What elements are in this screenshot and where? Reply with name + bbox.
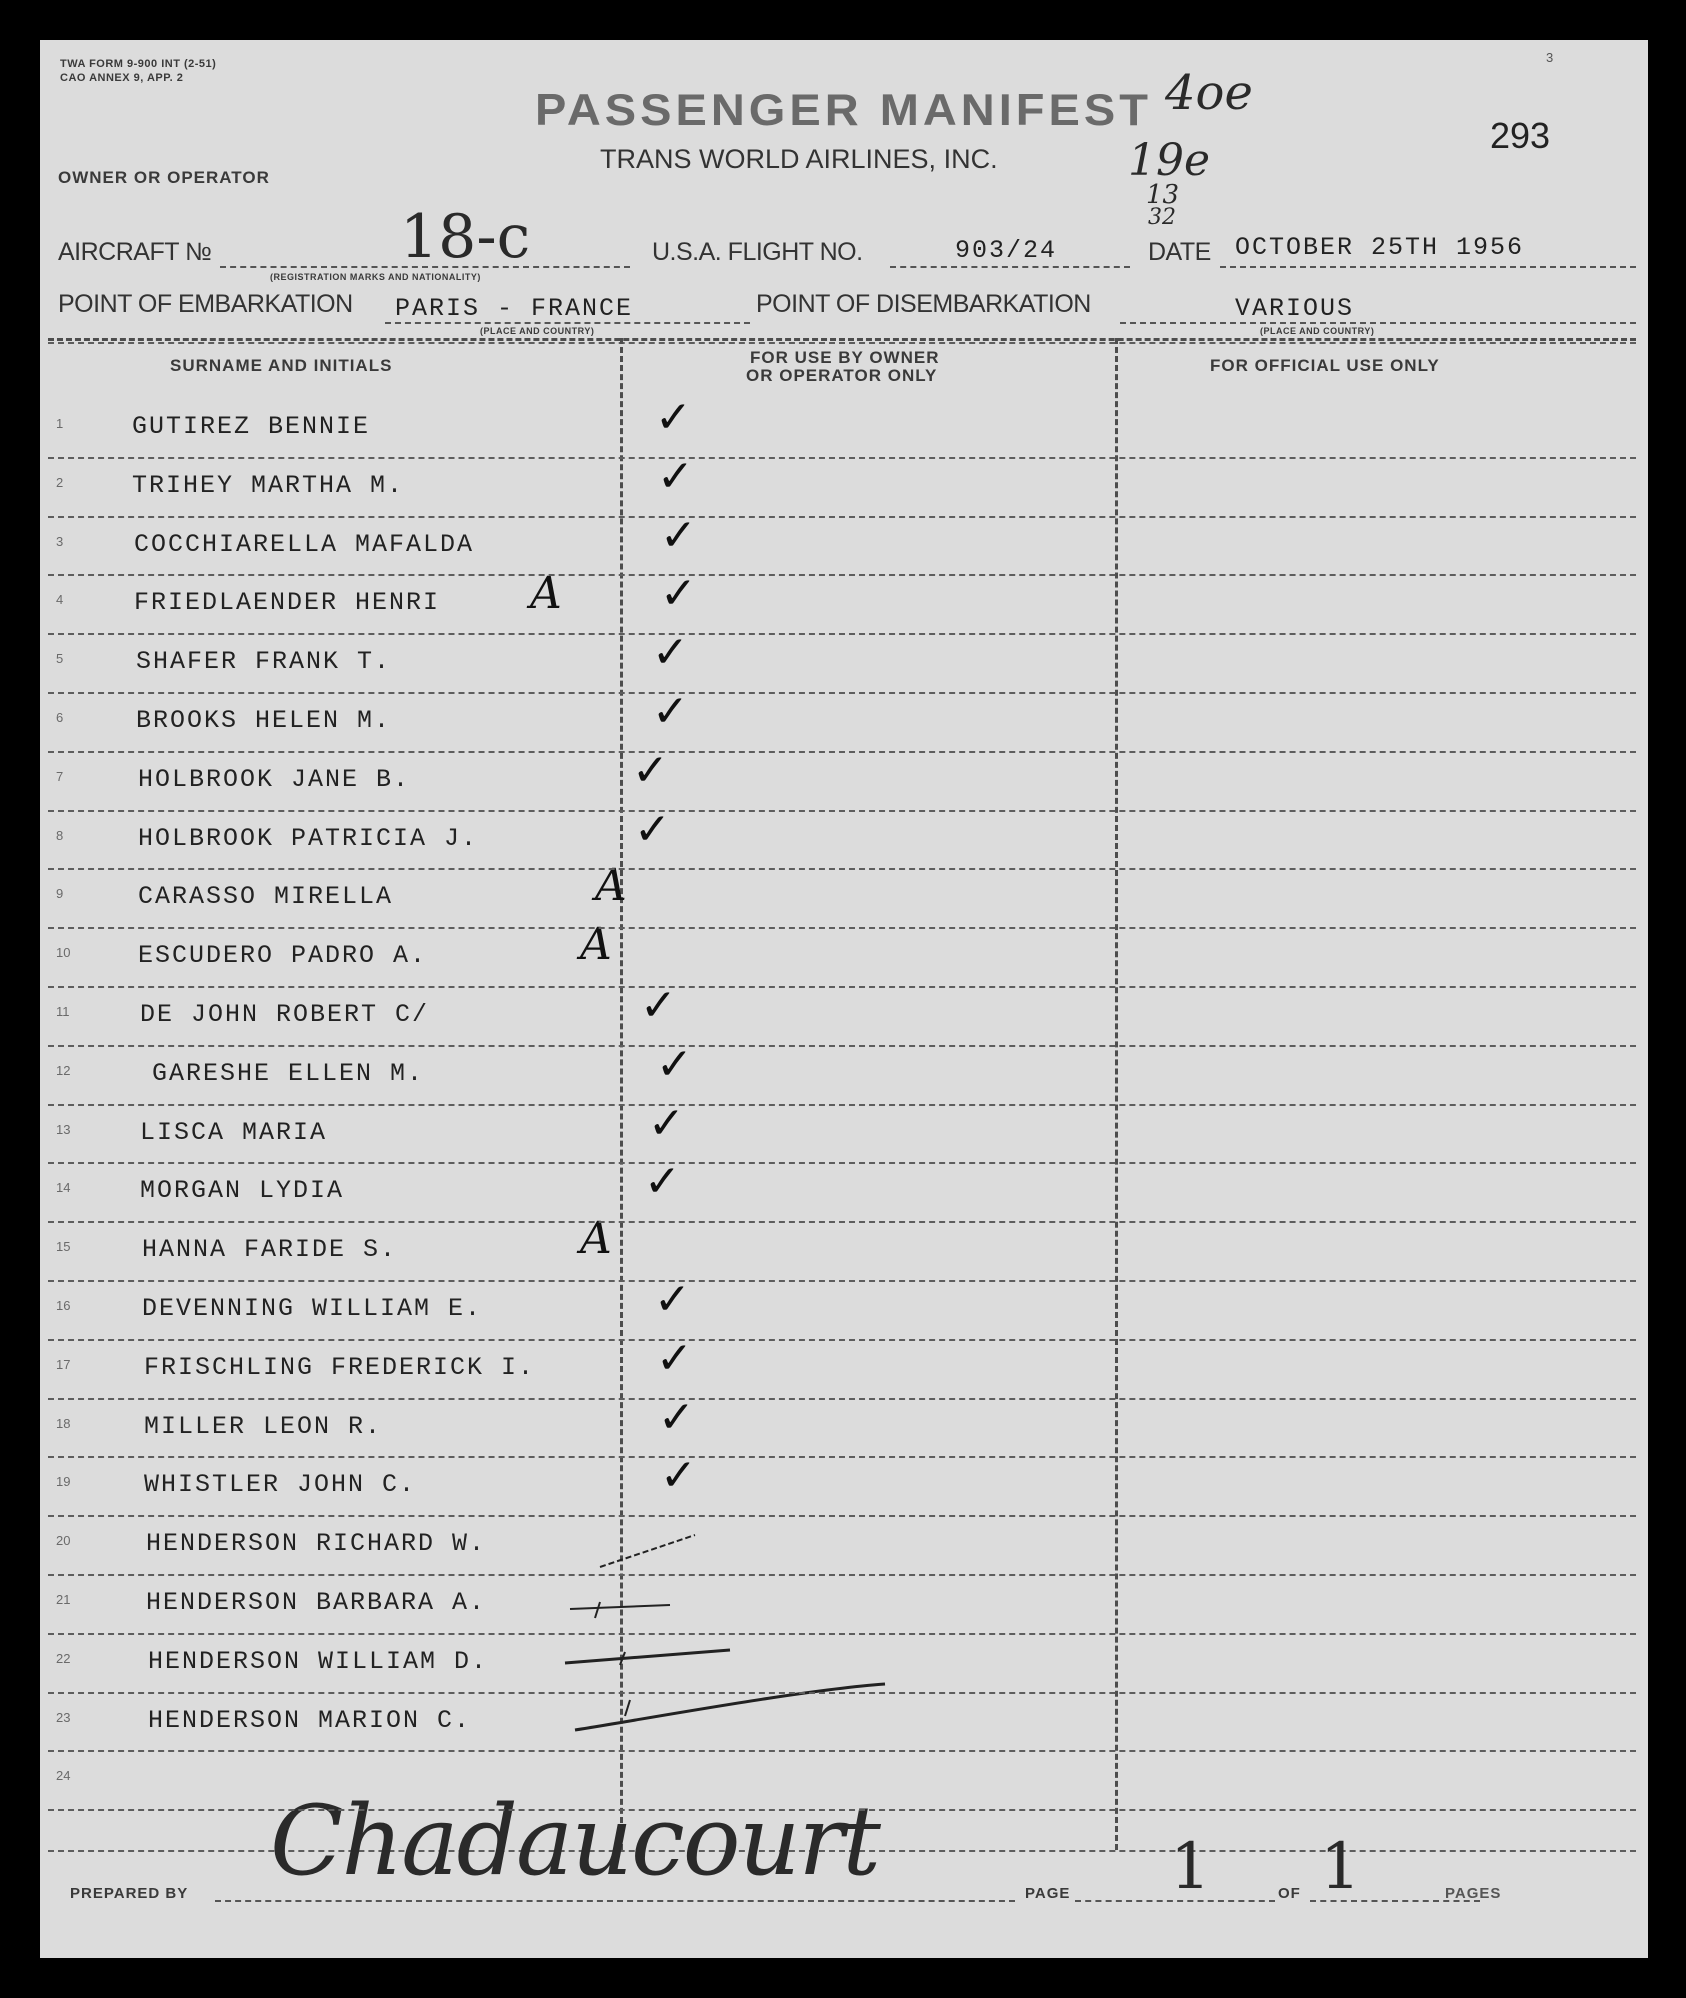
handwritten-note-4: 32: [1148, 205, 1176, 230]
a-mark: A: [595, 860, 627, 912]
row-number: 19: [56, 1474, 71, 1490]
column-header-owner-line2: OR OPERATOR ONLY: [746, 366, 938, 385]
row-number: 18: [56, 1415, 71, 1431]
check-mark: ✓: [652, 627, 689, 679]
signature: Chadaucourt: [270, 1785, 879, 1897]
form-code-line1: TWA FORM 9-900 INT (2-51): [60, 58, 217, 70]
row-number: 13: [56, 1121, 71, 1137]
disembark-value: VARIOUS: [1235, 294, 1355, 323]
row-rule: [48, 1221, 1636, 1223]
check-mark: ✓: [660, 1450, 697, 1502]
owner-label: OWNER OR OPERATOR: [58, 168, 270, 187]
row-rule: [48, 751, 1636, 753]
passenger-name: ESCUDERO PADRO A.: [138, 941, 428, 971]
row-rule: [48, 1750, 1636, 1752]
page-number: 293: [1490, 115, 1551, 156]
passenger-name: DE JOHN ROBERT C/: [140, 1000, 430, 1029]
check-mark: ✓: [654, 1274, 691, 1325]
row-rule: [48, 986, 1636, 988]
row-rule: [48, 633, 1636, 635]
row-number: 7: [56, 768, 64, 784]
strike-mark-20: [600, 1535, 695, 1567]
a-mark: A: [580, 919, 612, 971]
date-value: OCTOBER 25TH 1956: [1235, 233, 1525, 262]
row-rule: [48, 868, 1636, 870]
column-header-surname: SURNAME AND INITIALS: [170, 356, 393, 375]
passenger-name: GARESHE ELLEN M.: [152, 1058, 425, 1088]
of-label: OF: [1278, 1885, 1301, 1902]
disembark-label: POINT OF DISEMBARKATION: [756, 290, 1091, 318]
check-mark: ✓: [656, 1332, 693, 1384]
document-title: PASSENGER MANIFEST: [535, 84, 1152, 135]
a-mark: A: [580, 1213, 612, 1265]
passenger-name: GUTIREZ BENNIE: [132, 412, 371, 441]
row-number: 5: [56, 651, 64, 667]
check-mark: ✓: [660, 568, 697, 620]
passenger-name: HOLBROOK PATRICIA J.: [138, 823, 479, 853]
row-number: 15: [56, 1239, 71, 1255]
row-number: 11: [56, 1004, 70, 1019]
passenger-name: LISCA MARIA: [140, 1117, 328, 1147]
row-number: 20: [56, 1533, 71, 1549]
row-rule: [48, 692, 1636, 694]
column-header-official: FOR OFFICIAL USE ONLY: [1210, 356, 1440, 375]
row-number: 1: [56, 416, 64, 431]
date-label: DATE: [1148, 238, 1211, 266]
embark-value: PARIS - FRANCE: [395, 294, 634, 323]
row-number: 6: [56, 710, 64, 725]
check-mark: ✓: [634, 803, 671, 855]
row-rule: [48, 457, 1636, 459]
passenger-name: BROOKS HELEN M.: [136, 706, 392, 735]
document-subtitle: TRANS WORLD AIRLINES, INC.: [600, 144, 998, 174]
strike-mark-23b: [625, 1700, 630, 1716]
passenger-name: MILLER LEON R.: [144, 1411, 383, 1441]
passenger-name: DEVENNING WILLIAM E.: [142, 1294, 483, 1323]
row-number: 16: [56, 1298, 71, 1313]
row-rule: [48, 1104, 1636, 1106]
row-rule: [48, 1398, 1636, 1400]
corner-mark: 3: [1546, 50, 1554, 65]
passenger-name: SHAFER FRANK T.: [136, 647, 392, 677]
handwritten-note-1: 4oe: [1165, 65, 1253, 121]
check-mark: ✓: [652, 686, 689, 737]
passenger-name: HENDERSON BARBARA A.: [146, 1588, 487, 1617]
row-number: 17: [56, 1356, 71, 1372]
row-number: 9: [56, 886, 64, 902]
page-value: 1: [1170, 1830, 1211, 1904]
strike-mark-22: [565, 1650, 730, 1663]
row-number: 24: [56, 1768, 71, 1784]
passenger-name: HANNA FARIDE S.: [142, 1235, 398, 1265]
row-rule: [48, 927, 1636, 929]
manifest-document: [40, 40, 1648, 1958]
row-number: 12: [56, 1062, 71, 1078]
pages-label: PAGES: [1445, 1885, 1502, 1902]
flight-no-value: 903/24: [955, 236, 1058, 265]
passenger-name: COCCHIARELLA MAFALDA: [134, 529, 475, 559]
row-rule: [48, 516, 1636, 518]
passenger-name: HENDERSON RICHARD W.: [146, 1529, 487, 1559]
check-mark: ✓: [656, 1038, 693, 1090]
passenger-name: FRISCHLING FREDERICK I.: [144, 1352, 536, 1382]
strike-mark-21: [570, 1605, 670, 1609]
check-mark: ✓: [644, 1156, 681, 1208]
disembark-caption: (PLACE AND COUNTRY): [1260, 326, 1375, 336]
row-number: 3: [56, 533, 64, 549]
row-rule: [48, 1809, 1636, 1811]
column-header-owner-line1: FOR USE BY OWNER: [750, 348, 940, 367]
passenger-name: HOLBROOK JANE B.: [138, 764, 411, 794]
check-mark: ✓: [655, 392, 692, 443]
row-number: 23: [56, 1709, 71, 1725]
handwritten-note-3: 13: [1146, 180, 1180, 210]
row-rule: [48, 810, 1636, 812]
registration-caption: (REGISTRATION MARKS AND NATIONALITY): [270, 272, 481, 282]
row-rule: [48, 1045, 1636, 1047]
row-number: 4: [56, 592, 64, 608]
row-rule: [48, 1339, 1636, 1341]
row-rule: [48, 1280, 1636, 1282]
check-mark: ✓: [640, 980, 677, 1031]
passenger-name: MORGAN LYDIA: [140, 1176, 345, 1206]
row-number: 14: [56, 1180, 71, 1196]
passenger-name: HENDERSON MARION C.: [148, 1705, 472, 1735]
embark-label: POINT OF EMBARKATION: [58, 290, 353, 318]
row-rule: [48, 1515, 1636, 1517]
form-code-line2: CAO ANNEX 9, APP. 2: [60, 72, 184, 84]
prepared-by-underline: [215, 1900, 1015, 1902]
strike-marks: [40, 40, 1648, 1958]
of-value: 1: [1320, 1830, 1361, 1904]
row-rule: [48, 1692, 1636, 1694]
embark-caption: (PLACE AND COUNTRY): [480, 326, 595, 336]
passenger-name: FRIEDLAENDER HENRI: [134, 588, 441, 618]
row-number: 10: [56, 945, 71, 961]
flight-no-label: U.S.A. FLIGHT NO.: [652, 238, 863, 266]
check-mark: ✓: [632, 744, 669, 796]
handwritten-note-2: 19e: [1128, 135, 1211, 186]
check-mark: ✓: [660, 509, 697, 561]
aircraft-label: AIRCRAFT №: [58, 238, 212, 266]
passenger-name: CARASSO MIRELLA: [138, 882, 394, 912]
passenger-name: WHISTLER JOHN C.: [144, 1470, 417, 1500]
row-rule: [48, 1574, 1636, 1576]
check-mark: ✓: [658, 1391, 695, 1443]
row-number: 2: [56, 474, 64, 490]
a-note: A: [530, 568, 562, 620]
passenger-name: HENDERSON WILLIAM D.: [148, 1646, 489, 1676]
row-rule: [48, 1456, 1636, 1458]
prepared-by-label: PREPARED BY: [70, 1885, 189, 1902]
page-label: PAGE: [1025, 1885, 1071, 1902]
row-number: 22: [56, 1650, 71, 1666]
check-mark: ✓: [648, 1097, 685, 1149]
strike-mark-21b: [595, 1602, 600, 1618]
passenger-name: TRIHEY MARTHA M.: [132, 470, 405, 500]
check-mark: ✓: [657, 450, 694, 502]
row-rule: [48, 574, 1636, 576]
row-rule: [48, 1162, 1636, 1164]
row-number: 21: [56, 1592, 71, 1607]
row-rule: [48, 1633, 1636, 1635]
row-number: 8: [56, 827, 64, 843]
aircraft-value: 18-c: [400, 202, 531, 272]
